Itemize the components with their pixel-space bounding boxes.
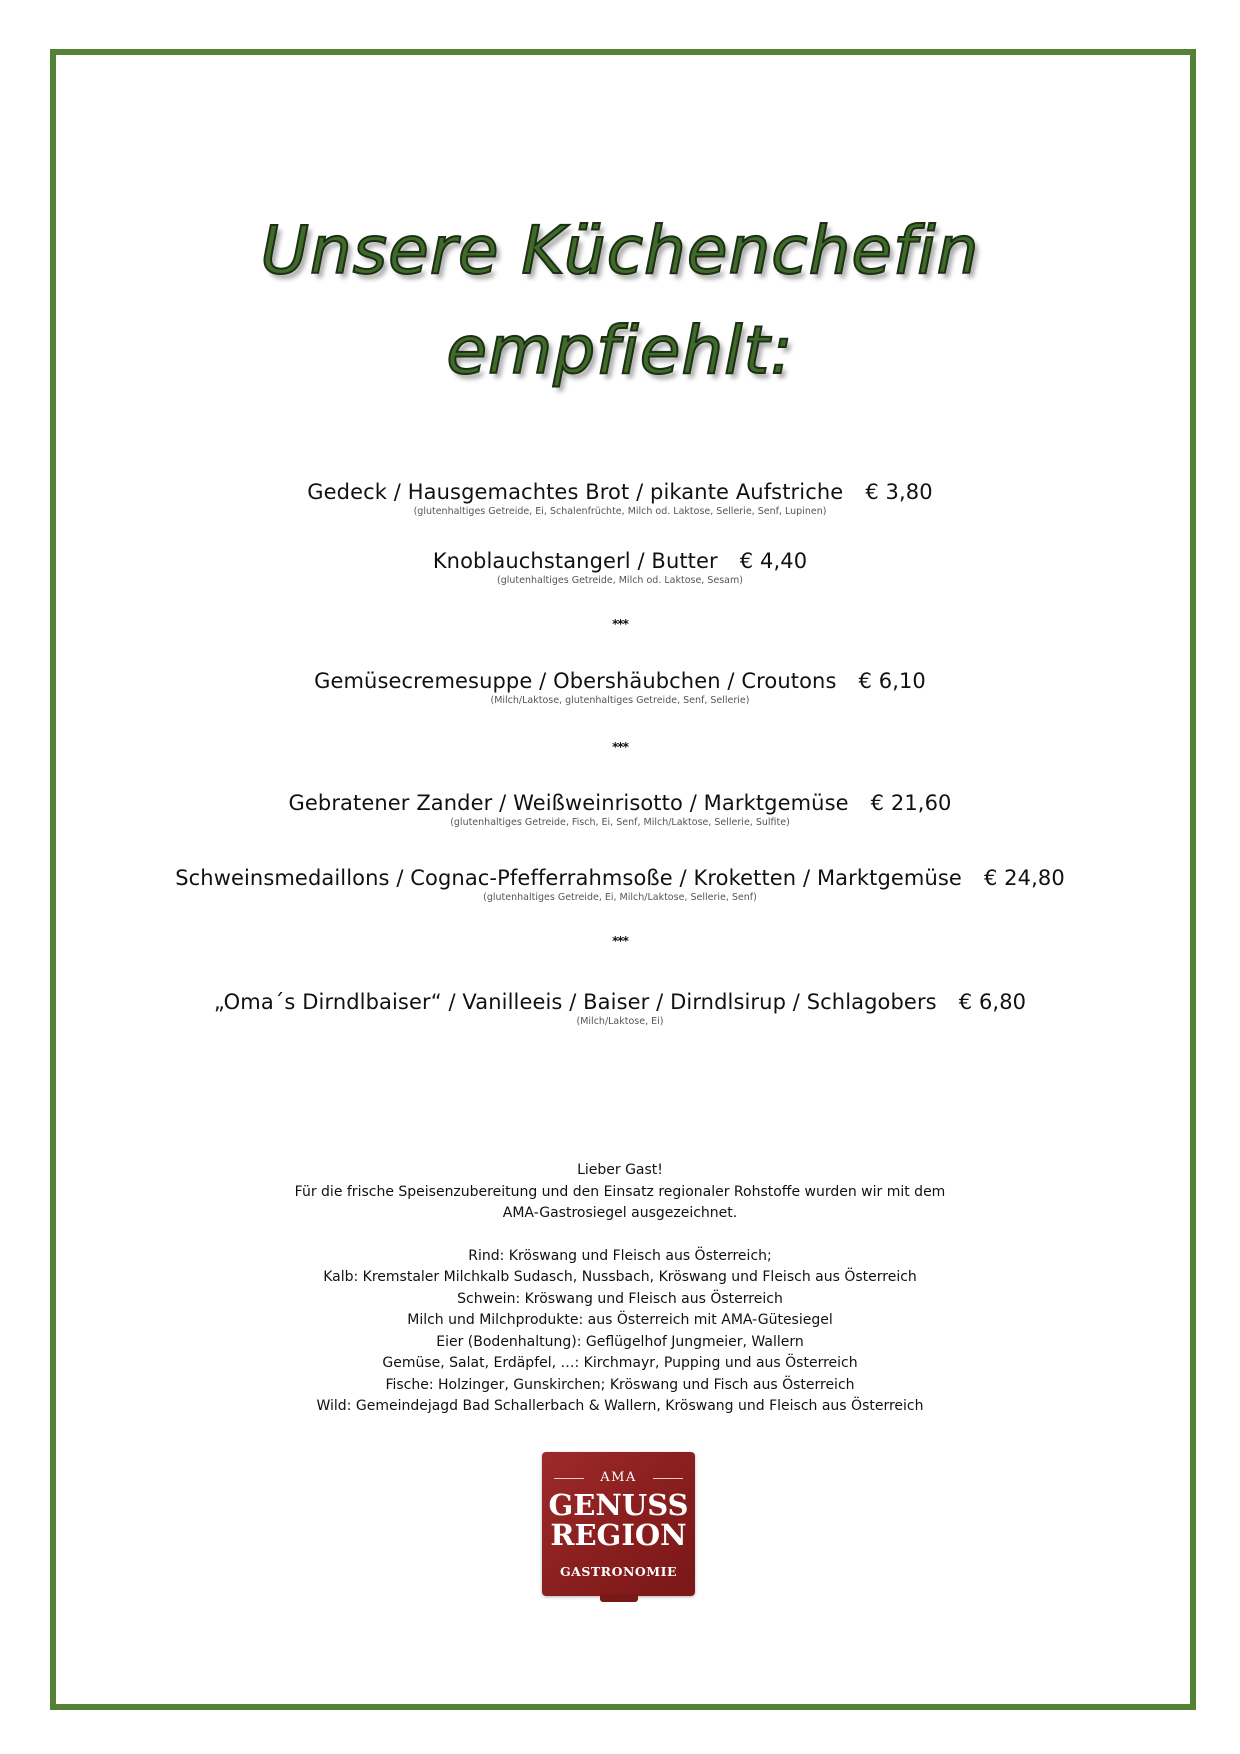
logo-ama-text: AMA — [600, 1470, 637, 1485]
menu-item-dirndlbaiser — [0, 990, 1240, 1027]
intro-text-line-2: AMA-Gastrosiegel ausgezeichnet. — [502, 1205, 738, 1221]
dish-name: Gedeck / Hausgemachtes Brot / pikante Aufstriche — [307, 480, 844, 504]
source-eier: Eier (Bodenhaltung): Geflügelhof Jungmeier, Wallern — [436, 1333, 804, 1350]
guest-info — [0, 1160, 1240, 1418]
guest-greeting: Lieber Gast! — [577, 1162, 663, 1178]
ama-genuss-region-logo — [542, 1452, 695, 1596]
dish-name: Gebratener Zander / Weißweinrisotto / Marktgemüse — [288, 791, 849, 815]
logo-region-text: REGION — [550, 1518, 687, 1552]
source-kalb: Kalb: Kremstaler Milchkalb Sudasch, Nussbach, Kröswang und Fleisch aus Österreich — [323, 1269, 917, 1285]
page-title-line-2: empfiehlt: — [446, 312, 794, 389]
dish-allergens: (Milch/Laktose, glutenhaltiges Getreide, Senf, Sellerie) — [490, 695, 750, 706]
logo-rule-right — [653, 1478, 683, 1479]
dish-price: € 6,80 — [958, 990, 1027, 1014]
dish-allergens: (glutenhaltiges Getreide, Ei, Milch/Laktose, Sellerie, Senf) — [483, 892, 757, 903]
dish-price: € 24,80 — [983, 866, 1065, 890]
logo-genuss-text: GENUSS — [548, 1488, 689, 1522]
dish-name: Gemüsecremesuppe / Obershäubchen / Croutons — [314, 669, 837, 693]
page-title-line-1: Unsere Küchenchefin — [260, 212, 980, 289]
menu-item-gemuesecremesuppe — [0, 669, 1240, 706]
logo-tab — [600, 1594, 638, 1602]
source-fische: Fische: Holzinger, Gunskirchen; Kröswang und Fisch aus Österreich — [385, 1376, 855, 1393]
dish-allergens: (glutenhaltiges Getreide, Milch od. Laktose, Sesam) — [497, 575, 743, 586]
dish-name: Schweinsmedaillons / Cognac-Pfefferrahmsoße / Kroketten / Marktgemüse — [175, 866, 962, 890]
dish-price: € 3,80 — [865, 480, 933, 504]
dish-allergens: (glutenhaltiges Getreide, Fisch, Ei, Senf, Milch/Laktose, Sellerie, Sulfite) — [450, 817, 790, 828]
source-milch: Milch und Milchprodukte: aus Österreich mit AMA-Gütesiegel — [407, 1312, 833, 1328]
section-separator: *** — [612, 617, 628, 631]
dish-price: € 6,10 — [858, 669, 926, 693]
dish-allergens: (Milch/Laktose, Ei) — [576, 1016, 664, 1027]
source-schwein: Schwein: Kröswang und Fleisch aus Österreich — [457, 1290, 783, 1307]
menu-item-knoblauchstangerl — [0, 549, 1240, 586]
source-wild: Wild: Gemeindejagd Bad Schallerbach & Wallern, Kröswang und Fleisch aus Österreich — [316, 1398, 924, 1414]
logo-gastronomie-text: GASTRONOMIE — [559, 1564, 677, 1579]
menu-item-zander — [0, 791, 1240, 828]
dish-allergens: (glutenhaltiges Getreide, Ei, Schalenfrüchte, Milch od. Laktose, Sellerie, Senf, Lupinen) — [413, 506, 827, 517]
menu-item-schweinsmedaillons — [0, 866, 1240, 903]
source-rind: Rind: Kröswang und Fleisch aus Österreich; — [468, 1247, 772, 1264]
dish-price: € 21,60 — [870, 791, 952, 815]
dish-name: Knoblauchstangerl / Butter — [432, 549, 718, 573]
section-separator: *** — [612, 740, 628, 754]
intro-text-line-1: Für die frische Speisenzubereitung und den Einsatz regionaler Rohstoffe wurden wir mit dem — [294, 1183, 946, 1200]
source-gemuese: Gemüse, Salat, Erdäpfel, …: Kirchmayr, Pupping und aus Österreich — [382, 1355, 858, 1371]
dish-price: € 4,40 — [739, 549, 808, 573]
menu-item-gedeck — [0, 480, 1240, 517]
dish-name: „Oma´s Dirndlbaiser“ / Vanilleeis / Baiser / Dirndlsirup / Schlagobers — [213, 990, 937, 1014]
section-separator: *** — [612, 934, 628, 948]
